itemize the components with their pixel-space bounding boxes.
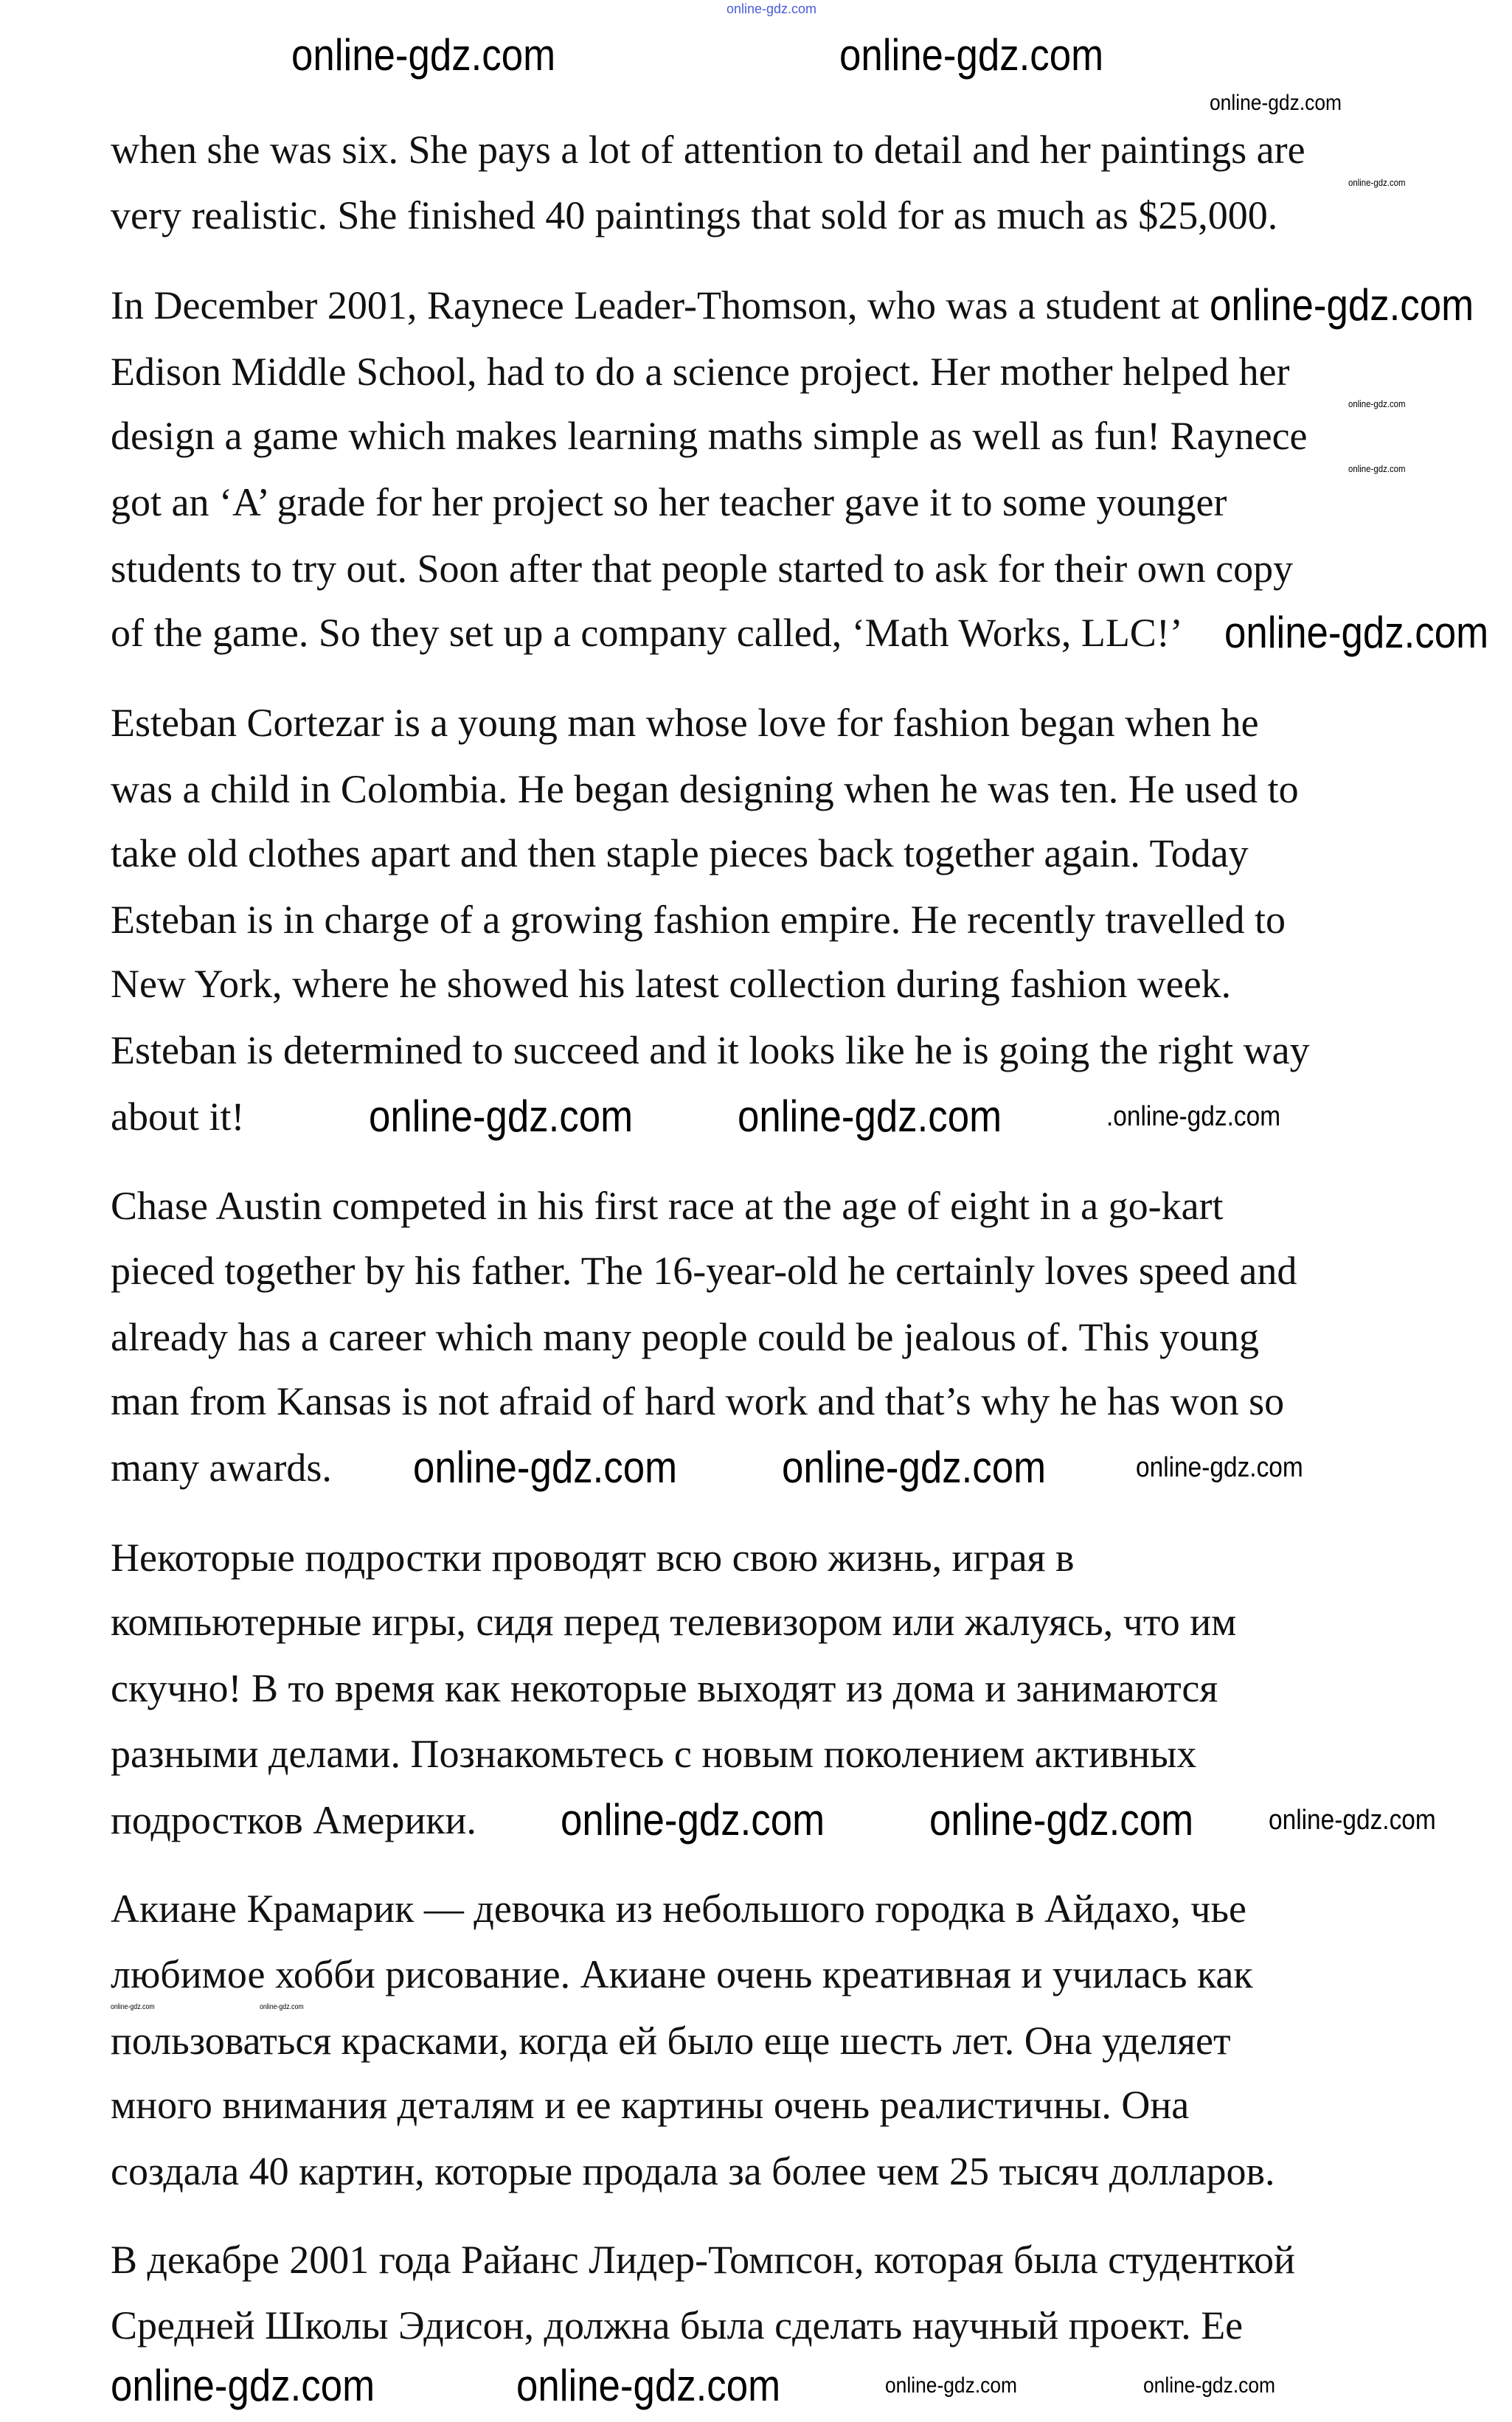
watermark: online-gdz.com	[561, 1795, 825, 1845]
watermark: online-gdz.com	[1210, 280, 1474, 330]
watermark: online-gdz.com	[839, 30, 1104, 80]
text-line: компьютерные игры, сидя перед телевизором или жалуясь, что им	[111, 1600, 1237, 1644]
watermark: online-gdz.com	[1348, 398, 1406, 409]
text-line: man from Kansas is not afraid of hard work and that’s why he has won so	[111, 1379, 1285, 1423]
watermark: online-gdz.com	[1348, 177, 1406, 188]
header-watermark: online-gdz.com	[726, 1, 817, 16]
watermark: online-gdz.com	[1224, 608, 1489, 657]
watermark: online-gdz.com	[782, 1443, 1047, 1492]
text-line: Акиане Крамарик — девочка из небольшого городка в Айдахо, чье	[111, 1887, 1247, 1931]
text-line: students to try out. Soon after that people started to ask for their own copy	[111, 546, 1294, 591]
text-line: pieced together by his father. The 16-year-old he certainly loves speed and	[111, 1249, 1297, 1293]
text-line: Edison Middle School, had to do a science project. Her mother helped her	[111, 350, 1290, 394]
watermark: online-gdz.com	[929, 1795, 1194, 1845]
text-line: when she was six. She pays a lot of attention to detail and her paintings are	[111, 128, 1305, 172]
text-line: разными делами. Познакомьтесь с новым поколением активных	[111, 1732, 1197, 1776]
text-line: Средней Школы Эдисон, должна была сделать научный проект. Ее	[111, 2303, 1244, 2348]
text-line: many awards.	[111, 1446, 332, 1490]
watermark: online-gdz.com	[1136, 1452, 1303, 1483]
watermark: online-gdz.com	[1269, 1805, 1436, 1836]
text-line: Chase Austin competed in his first race at the age of eight in a go-kart	[111, 1184, 1224, 1228]
watermark: online-gdz.com	[260, 2003, 304, 2011]
text-line: about it!	[111, 1094, 245, 1139]
text-line: In December 2001, Raynece Leader-Thomson, who was a student at	[111, 283, 1199, 327]
text-line: много внимания деталям и ее картины очень реалистичны. Она	[111, 2083, 1190, 2127]
text-line: скучно! В то время как некоторые выходят из дома и занимаются	[111, 1666, 1218, 1710]
text-line: of the game. So they set up a company called, ‘Math Works, LLC!’	[111, 611, 1183, 655]
text-line: Esteban is in charge of a growing fashion empire. He recently travelled to	[111, 898, 1286, 942]
text-line: Esteban Cortezar is a young man whose love for fashion began when he	[111, 701, 1259, 745]
text-line: take old clothes apart and then staple pieces back together again. Today	[111, 831, 1249, 875]
watermark: online-gdz.com	[291, 30, 556, 80]
text-line: already has a career which many people could be jealous of. This young	[111, 1315, 1259, 1359]
watermark: online-gdz.com	[111, 2361, 375, 2410]
watermark: online-gdz.com	[1348, 463, 1406, 474]
watermark: online-gdz.com	[738, 1092, 1002, 1141]
watermark: .online-gdz.com	[1106, 1101, 1281, 1132]
watermark: online-gdz.com	[1210, 91, 1342, 115]
text-line: пользоваться красками, когда ей было еще шесть лет. Она уделяет	[111, 2019, 1231, 2063]
text-line: любимое хобби рисование. Акиане очень креативная и училась как	[111, 1952, 1253, 1996]
text-line: Esteban is determined to succeed and it looks like he is going the right way	[111, 1028, 1310, 1072]
text-line: New York, where he showed his latest collection during fashion week.	[111, 962, 1232, 1006]
watermark: online-gdz.com	[369, 1092, 634, 1141]
text-line: was a child in Colombia. He began designing when he was ten. He used to	[111, 767, 1299, 811]
watermark: online-gdz.com	[1143, 2373, 1276, 2398]
text-line: В декабре 2001 года Райанс Лидер-Томпсон, которая была студенткой	[111, 2238, 1295, 2282]
watermark: online-gdz.com	[111, 2003, 155, 2011]
text-line: Некоторые подростки проводят всю свою жизнь, играя в	[111, 1536, 1075, 1580]
watermark: online-gdz.com	[516, 2361, 781, 2410]
text-line: got an ‘A’ grade for her project so her teacher gave it to some younger	[111, 480, 1227, 524]
text-line: подростков Америки.	[111, 1798, 476, 1842]
text-line: design a game which makes learning maths simple as well as fun! Raynece	[111, 414, 1308, 458]
text-line: создала 40 картин, которые продала за более чем 25 тысяч долларов.	[111, 2149, 1275, 2193]
watermark: online-gdz.com	[413, 1443, 678, 1492]
watermark: online-gdz.com	[885, 2373, 1018, 2398]
text-line: very realistic. She finished 40 paintings that sold for as much as $25,000.	[111, 193, 1278, 237]
